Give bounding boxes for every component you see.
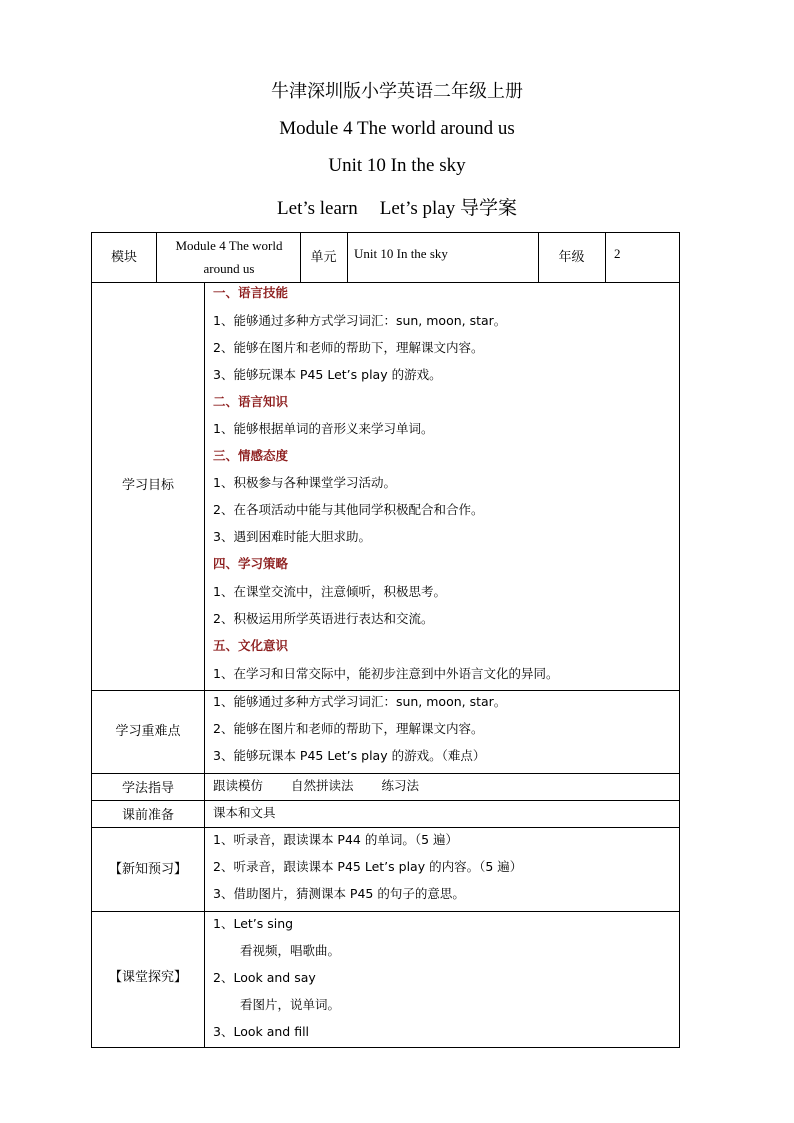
method-value: 跟读模仿 自然拼读法 练习法 [213, 778, 420, 793]
goals-line: 3、能够玩课本 P45 Let’s play 的游戏。 [213, 367, 442, 382]
grade-label: 年级 [558, 250, 585, 265]
goals-heading: 一、语言技能 [213, 285, 289, 300]
explore-label: 【课堂探究】 [108, 970, 187, 985]
method-label: 学法指导 [121, 781, 174, 796]
module-value: Module 4 The world around us [175, 238, 283, 276]
goals-line: 1、在课堂交流中，注意倾听，积极思考。 [213, 584, 446, 599]
key-point-line: 1、能够通过多种方式学习词汇：sun, moon, star。 [213, 694, 507, 709]
goals-heading: 四、学习策略 [213, 556, 289, 571]
preview-line: 2、听录音，跟读课本 P45 Let’s play 的内容。（5 遍） [213, 859, 523, 874]
explore-line: 3、Look and fill [213, 1024, 310, 1039]
key-point-line: 2、能够在图片和老师的帮助下，理解课文内容。 [213, 721, 484, 736]
goals-line: 3、遇到困难时能大胆求助。 [213, 529, 371, 544]
goals-line: 2、在各项活动中能与其他同学积极配合和合作。 [213, 502, 484, 517]
prep-label: 课前准备 [121, 808, 174, 823]
doc-title-lesson [0, 193, 794, 220]
doc-title-cn: 牛津深圳版小学英语二年级上册 [271, 81, 523, 102]
goals-line: 2、能够在图片和老师的帮助下，理解课文内容。 [213, 340, 484, 355]
key-points-label: 学习重难点 [115, 724, 181, 739]
doc-title-unit: Unit 10 In the sky [328, 155, 466, 176]
lesson-play: Let’s play 导学案 [379, 198, 517, 219]
goals-label: 学习目标 [121, 478, 174, 493]
grade-value: 2 [614, 246, 621, 261]
guide-table [91, 232, 680, 1048]
module-label: 模块 [110, 250, 137, 265]
key-point-line: 3、能够玩课本 P45 Let’s play 的游戏。（难点） [213, 748, 486, 763]
lesson-learn: Let’s learn [277, 198, 358, 219]
unit-label: 单元 [310, 250, 337, 265]
preview-line: 1、听录音，跟读课本 P44 的单词。（5 遍） [213, 832, 459, 847]
goals-heading: 五、文化意识 [213, 638, 289, 653]
goals-line: 1、在学习和日常交际中，能初步注意到中外语言文化的异同。 [213, 666, 559, 681]
unit-value: Unit 10 In the sky [354, 246, 448, 261]
prep-value: 课本和文具 [213, 805, 276, 820]
goals-line: 1、能够根据单词的音形义来学习单词。 [213, 421, 434, 436]
doc-title-module: Module 4 The world around us [279, 118, 515, 139]
goals-heading: 三、情感态度 [213, 448, 289, 463]
goals-line: 1、能够通过多种方式学习词汇：sun, moon, star。 [213, 313, 507, 328]
preview-label: 【新知预习】 [108, 862, 187, 877]
explore-line: 看图片，说单词。 [240, 997, 341, 1012]
explore-line: 1、Let’s sing [213, 916, 294, 931]
goals-heading: 二、语言知识 [213, 394, 289, 409]
explore-line: 2、Look and say [213, 970, 316, 985]
preview-line: 3、借助图片，猜测课本 P45 的句子的意思。 [213, 886, 465, 901]
explore-line: 看视频，唱歌曲。 [240, 943, 341, 958]
goals-line: 1、积极参与各种课堂学习活动。 [213, 475, 396, 490]
goals-line: 2、积极运用所学英语进行表达和交流。 [213, 611, 434, 626]
